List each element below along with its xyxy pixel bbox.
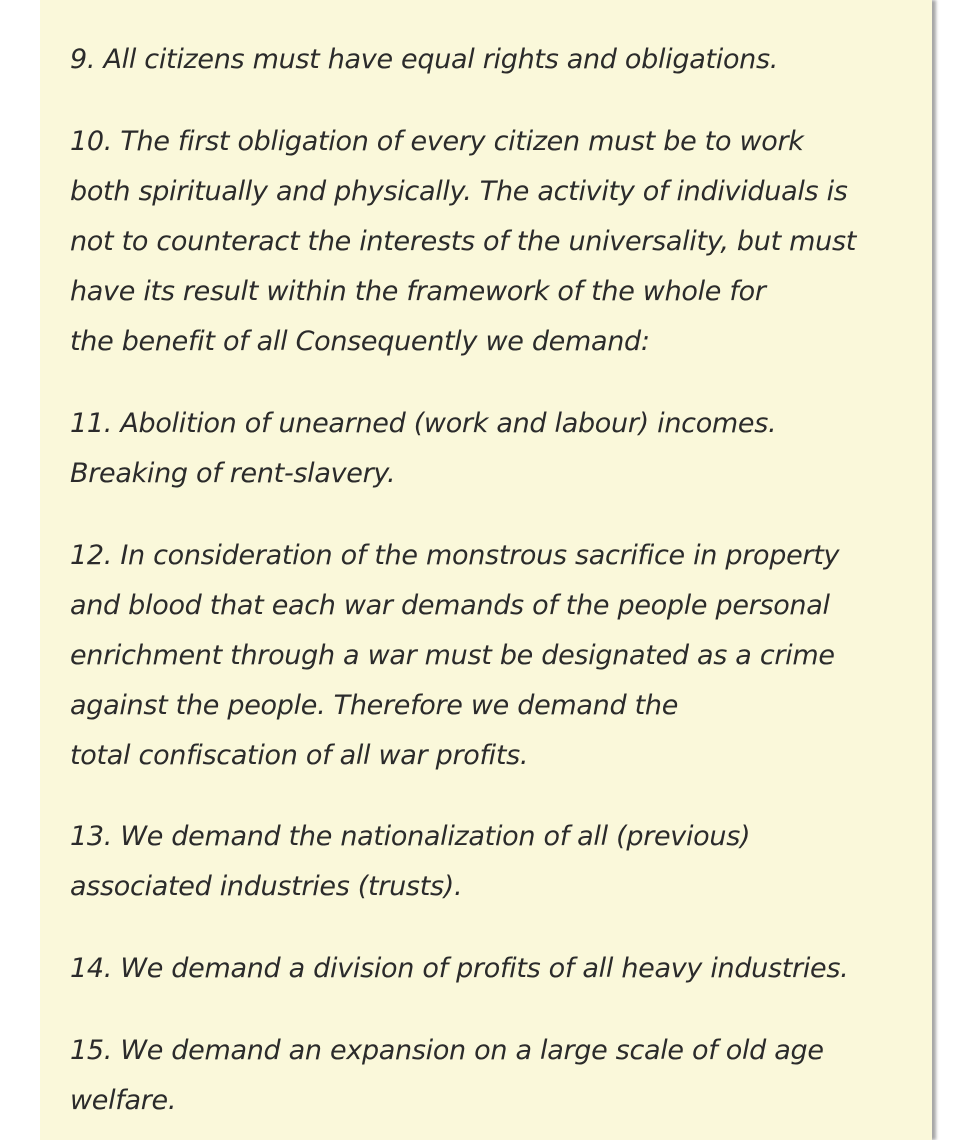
text-line: 13. We demand the nationalization of all (previous): [70, 821, 751, 852]
point-12: [70, 531, 839, 781]
text-line: Breaking of rent-slavery.: [70, 458, 396, 489]
point-13: [70, 812, 750, 912]
text-line: 12. In consideration of the monstrous sacrifice in property: [70, 540, 840, 571]
text-line: have its result within the framework of the whole for: [70, 276, 766, 307]
text-line: 15. We demand an expansion on a large scale of old age: [70, 1035, 824, 1066]
point-11: [70, 399, 776, 499]
point-14: [70, 944, 848, 994]
point-9: [70, 35, 778, 85]
text-line: total confiscation of all war profits.: [70, 740, 529, 771]
text-line: 11. Abolition of unearned (work and labour) incomes.: [70, 408, 777, 439]
text-line: 14. We demand a division of profits of all heavy industries.: [70, 953, 849, 984]
text-line: welfare.: [70, 1085, 177, 1116]
text-line: and blood that each war demands of the people personal: [70, 590, 830, 621]
text-line: both spiritually and physically. The activity of individuals is: [70, 176, 848, 207]
text-line: 10. The first obligation of every citizen must be to work: [70, 126, 804, 157]
text-line: associated industries (trusts).: [70, 871, 463, 902]
point-15: [70, 1026, 824, 1126]
text-line: 9. All citizens must have equal rights and obligations.: [70, 44, 779, 75]
text-line: the benefit of all Consequently we demand:: [70, 326, 650, 357]
text-line: not to counteract the interests of the universality, but must: [70, 226, 857, 257]
text-line: against the people. Therefore we demand the: [70, 690, 679, 721]
point-10: [70, 117, 856, 367]
text-line: enrichment through a war must be designated as a crime: [70, 640, 835, 671]
